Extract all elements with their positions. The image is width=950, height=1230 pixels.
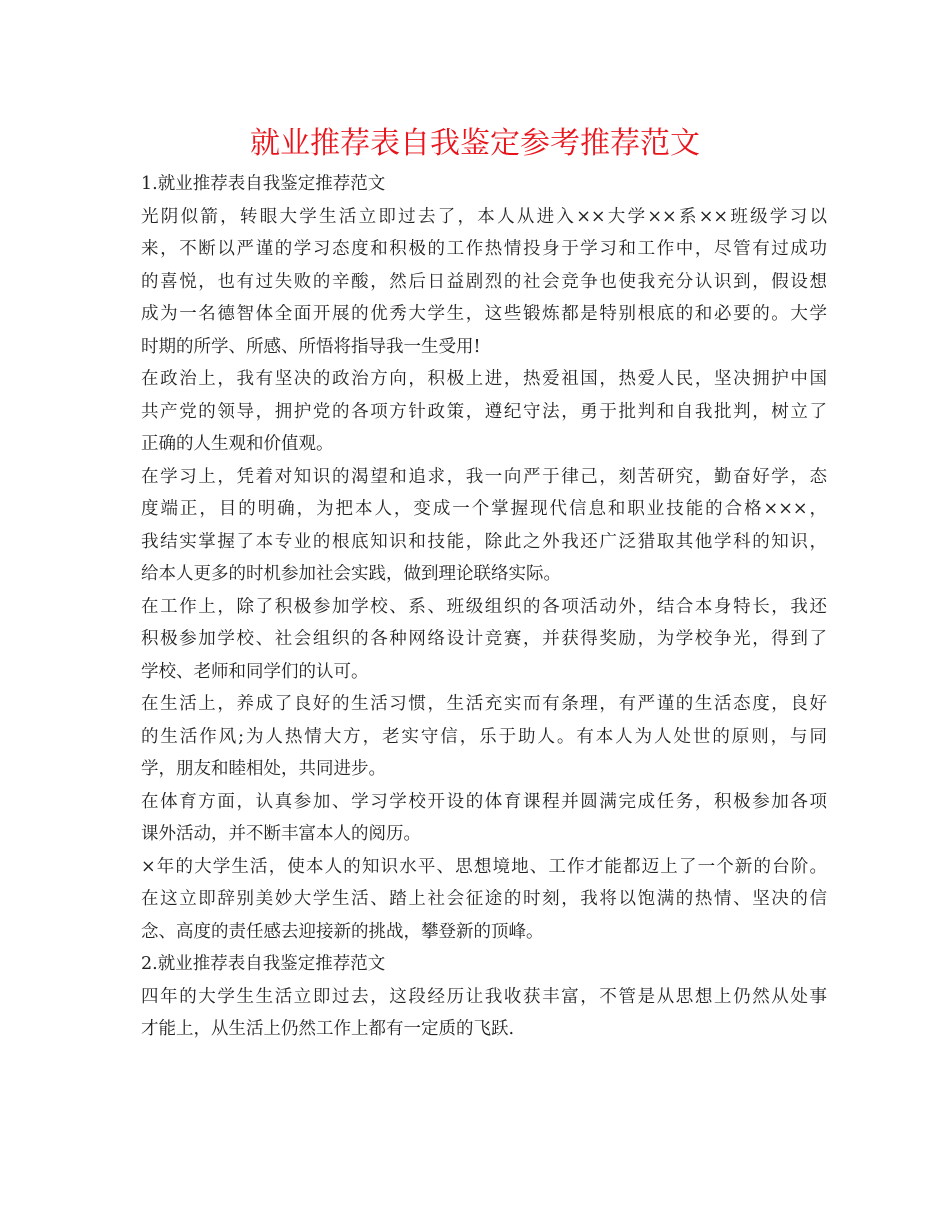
text-line: 时期的所学、所感、所悟将指导我一生受用! [141,336,481,357]
text-line: 学，朋友和睦相处，共同进步。 [141,759,386,779]
text-line: 才能上，从生活上仍然工作上都有一定质的飞跃. [141,1019,515,1039]
text-line: 2.就业推荐表自我鉴定推荐范文 [141,954,386,974]
text-line: 的生活作风;为人热情大方，老实守信，乐于助人。有本人为人处世的原则，与同 [141,726,827,747]
text-line: 1.就业推荐表自我鉴定推荐范文 [141,174,386,194]
text-line: 正确的人生观和价值观。 [141,434,334,454]
text-line: 光阴似箭，转眼大学生活立即过去了，本人从进入××大学××系××班级学习以 [141,206,827,227]
text-line: 积极参加学校、社会组织的各种网络设计竞赛，并获得奖励，为学校争光，得到了 [141,629,827,649]
text-line: 在这立即辞别美妙大学生活、踏上社会征途的时刻，我将以饱满的热情、坚决的信 [141,889,827,909]
text-line: 课外活动，并不断丰富本人的阅历。 [141,824,421,844]
text-line: 在工作上，除了积极参加学校、系、班级组织的各项活动外，结合本身特长，我还 [141,596,827,617]
text-line: 给本人更多的时机参加社会实践，做到理论联络实际。 [141,564,561,584]
text-line: 的喜悦，也有过失败的辛酸，然后日益剧烈的社会竞争也使我充分认识到，假设想 [141,271,827,292]
document-body [141,168,827,1046]
text-line: 在学习上，凭着对知识的渴望和追求，我一向严于律己，刻苦研究，勤奋好学，态 [141,466,827,487]
text-line: 四年的大学生生活立即过去，这段经历让我收获丰富，不管是从思想上仍然从处事 [141,986,827,1007]
text-line: 来，不断以严谨的学习态度和积极的工作热情投身于学习和工作中，尽管有过成功 [141,239,827,259]
text-line: 在体育方面，认真参加、学习学校开设的体育课程并圆满完成任务，积极参加各项 [141,791,827,812]
text-line: 共产党的领导，拥护党的各项方针政策，遵纪守法，勇于批判和自我批判，树立了 [141,401,827,422]
text-line: ×年的大学生活，使本人的知识水平、思想境地、工作才能都迈上了一个新的台阶。 [141,856,827,877]
text-line: 成为一名德智体全面开展的优秀大学生，这些锻炼都是特别根底的和必要的。大学 [141,304,827,324]
text-line: 念、高度的责任感去迎接新的挑战，攀登新的顶峰。 [141,921,544,942]
text-line: 在生活上，养成了良好的生活习惯，生活充实而有条理，有严谨的生活态度，良好 [141,694,827,714]
text-line: 我结实掌握了本专业的根底知识和技能，除此之外我还广泛猎取其他学科的知识， [141,531,827,552]
document-title: 就业推荐表自我鉴定参考推荐范文 [250,126,700,161]
text-line: 度端正，目的明确，为把本人，变成一个掌握现代信息和职业技能的合格×××， [141,499,827,519]
text-line: 学校、老师和同学们的认可。 [141,661,369,682]
text-line: 在政治上，我有坚决的政治方向，积极上进，热爱祖国，热爱人民，坚决拥护中国 [141,369,827,389]
